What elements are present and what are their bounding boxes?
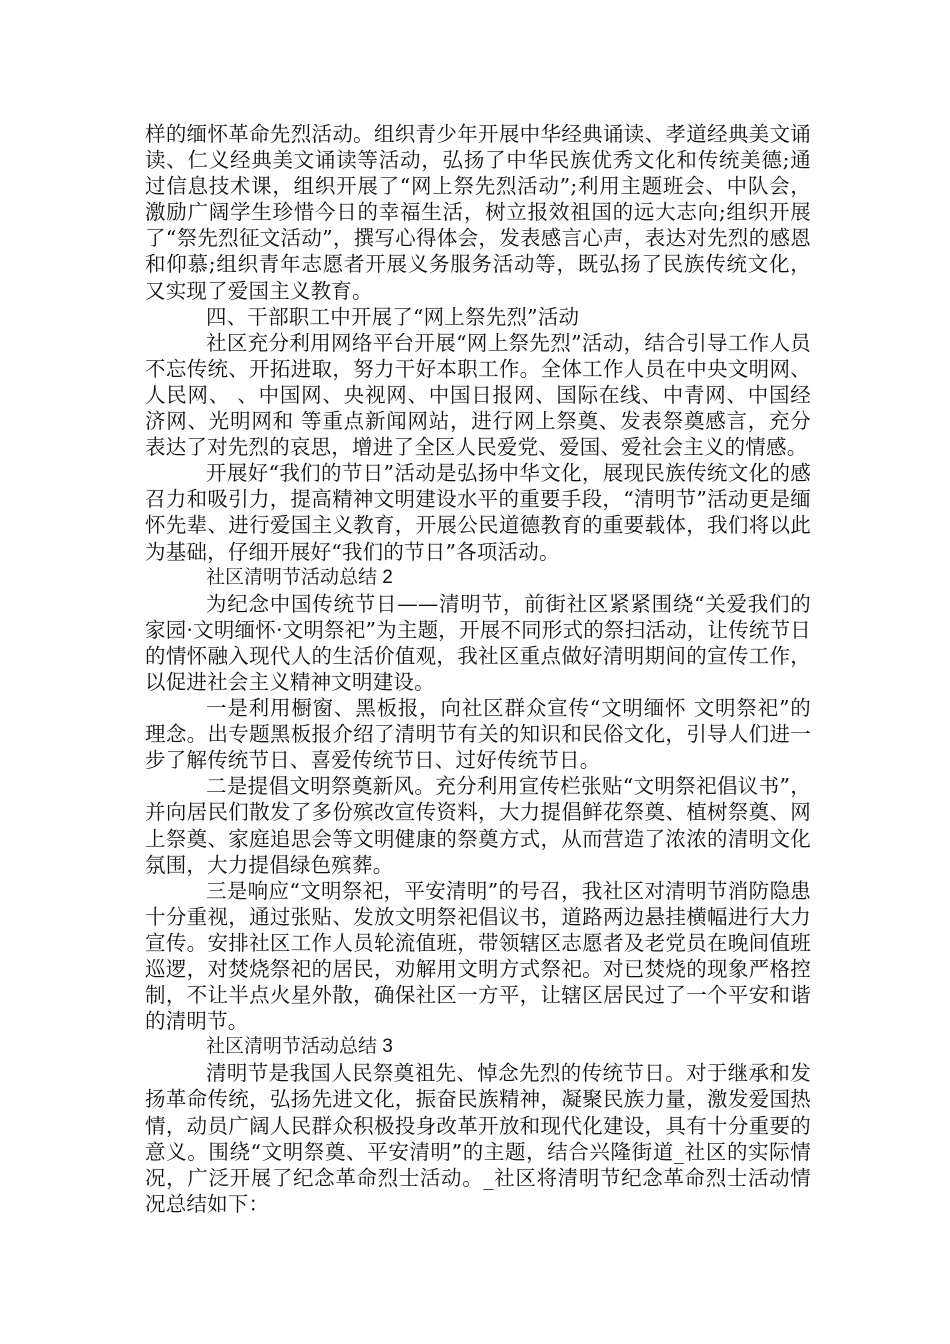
section-heading-four: 四、干部职工中开展了“网上祭先烈”活动 <box>206 304 580 329</box>
paragraph-point-two: 二是提倡文明祭奠新风。充分利用宣传栏张贴“文明祭祀倡议书”，并向居民们散发了多份殡改宣传资料，大力提倡鲜花祭奠、植树祭奠、网上祭奠、家庭追思会等文明健康的祭奠方式，从而营造了浓浓的清明文化氛围，大力提倡绿色殡葬。 <box>145 774 811 877</box>
document-body <box>145 121 811 1217</box>
paragraph-continuation: 样的缅怀革命先烈活动。组织青少年开展中华经典诵读、孝道经典美文诵读、仁义经典美文诵读等活动，弘扬了中华民族优秀文化和传统美德;通过信息技术课，组织开展了“网上祭先烈活动”;利用主题班会、中队会，激励广阔学生珍惜今日的幸福生活，树立报效祖国的远大志向;组织开展了“祭先烈征文活动”，撰写心得体会，发表感言心声，表达对先烈的感恩和仰慕;组织青年志愿者开展义务服务活动等，既弘扬了民族传统文化，又实现了爱国主义教育。 <box>145 122 811 303</box>
paragraph-intro-3: 清明节是我国人民祭奠祖先、悼念先烈的传统节日。对于继承和发扬革命传统，弘扬先进文化，振奋民族精神，凝聚民族力量，激发爱国热情，动员广阔人民群众积极投身改革开放和现代化建设，具有十分重要的意义。围绕“文明祭奠、平安清明”的主题，结合兴隆街道_社区的实际情况，广泛开展了纪念革命烈士活动。_社区将清明节纪念革命烈士活动情况总结如下： <box>145 1061 811 1216</box>
paragraph-our-festival: 开展好“我们的节日”活动是弘扬中华文化，展现民族传统文化的感召力和吸引力，提高精神文明建设水平的重要手段，“清明节”活动更是缅怀先辈、进行爱国主义教育，开展公民道德教育的重要载体，我们将以此为基础，仔细开展好“我们的节日”各项活动。 <box>145 461 811 564</box>
summary-title-2: 社区清明节活动总结 2 <box>206 566 393 588</box>
paragraph-point-one: 一是利用橱窗、黑板报，向社区群众宣传“文明缅怀 文明祭祀”的理念。出专题黑板报介绍了清明节有关的知识和民俗文化，引导人们进一步了解传统节日、喜爱传统节日、过好传统节日。 <box>145 696 811 773</box>
paragraph-online-memorial: 社区充分利用网络平台开展“网上祭先烈”活动，结合引导工作人员不忘传统、开拓进取，努力干好本职工作。全体工作人员在中央文明网、人民网、 、中国网、央视网、中国日报网、国际在线、中青网、中国经济网、光明网和 等重点新闻网站，进行网上祭奠、发表祭奠感言，充分表达了对先烈的哀思，增进了全区人民爱党、爱国、爱社会主义的情感。 <box>145 330 811 460</box>
paragraph-point-three: 三是响应“文明祭祀，平安清明”的号召，我社区对清明节消防隐患十分重视，通过张贴、发放文明祭祀倡议书，道路两边悬挂横幅进行大力宣传。安排社区工作人员轮流值班，带领辖区志愿者及老党员在晚间值班巡逻，对焚烧祭祀的居民，劝解用文明方式祭祀。对已焚烧的现象严格控制，不让半点火星外散，确保社区一方平，让辖区居民过了一个平安和谐的清明节。 <box>145 878 811 1034</box>
summary-title-3: 社区清明节活动总结 3 <box>206 1036 393 1058</box>
paragraph-intro-2: 为纪念中国传统节日——清明节，前街社区紧紧围绕“关爱我们的家园·文明缅怀·文明祭祀”为主题，开展不同形式的祭扫活动，让传统节日的情怀融入现代人的生活价值观，我社区重点做好清明期间的宣传工作，以促进社会主义精神文明建设。 <box>145 591 811 694</box>
